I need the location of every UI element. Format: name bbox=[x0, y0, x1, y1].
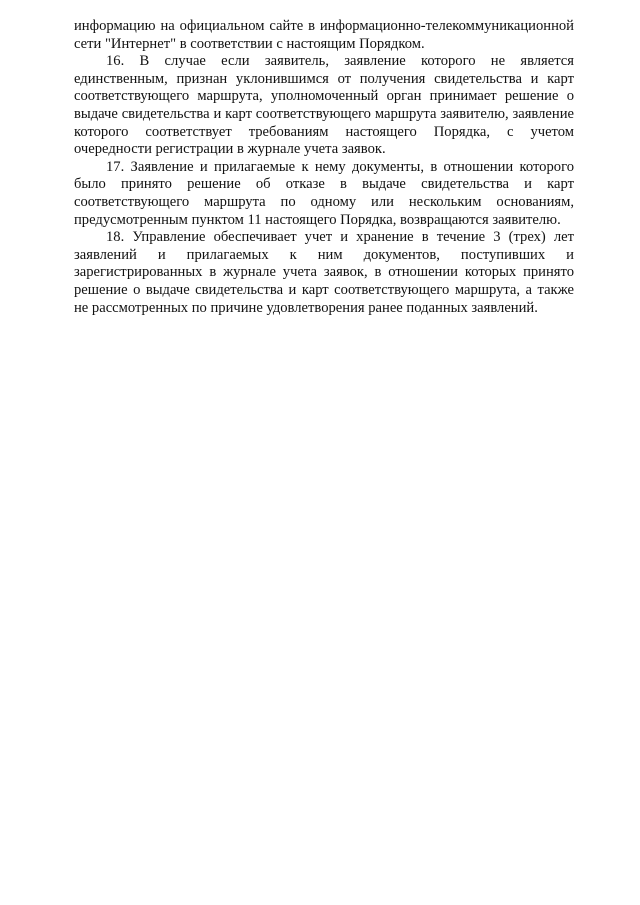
paragraph-continuation: информацию на официальном сайте в информационно-телекоммуникационной сети "Интернет" в соответствии с настоящим Порядком. bbox=[74, 18, 574, 52]
paragraph-17: 17. Заявление и прилагаемые к нему документы, в отношении которого было принято решение об отказе в выдаче свидетельства и карт соответствующего маршрута по одному или нескольким основаниям, предусмотренным пунктом 11 настоящего Порядка, возвращаются заявителю. bbox=[74, 158, 574, 228]
paragraph-16: 16. В случае если заявитель, заявление которого не является единственным, признан уклонившимся от получения свидетельства и карт соответствующего маршрута, уполномоченный орган принимает решение о выдаче свидетельства и карт соответствующего маршрута заявителю, заявление которого соответствует требованиям настоящего Порядка, с учетом очередности регистрации в журнале учета заявок. bbox=[74, 53, 574, 158]
document-page bbox=[74, 18, 574, 317]
paragraph-18: 18. Управление обеспечивает учет и хранение в течение 3 (трех) лет заявлений и прилагаемых к ним документов, поступивших и зарегистрированных в журнале учета заявок, в отношении которых принято решение о выдаче свидетельства и карт соответствующего маршрута, а также не рассмотренных по причине удовлетворения ранее поданных заявлений. bbox=[74, 229, 574, 316]
